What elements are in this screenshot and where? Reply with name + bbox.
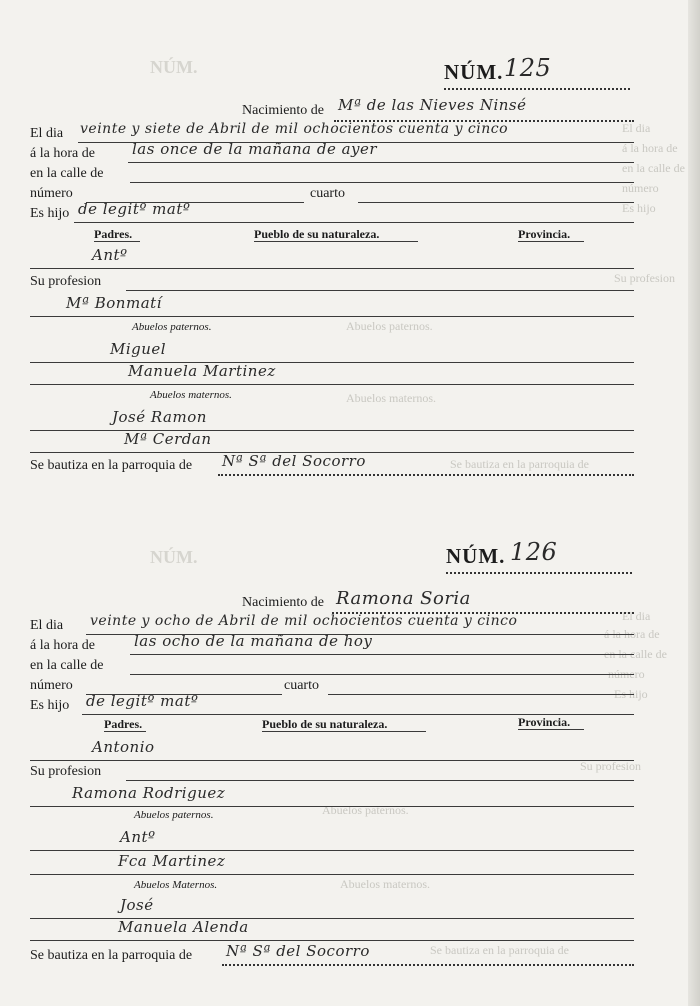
grandparent-line (30, 384, 634, 385)
padres-header: Padres. (94, 227, 133, 241)
bleed-text: á la hora de (604, 627, 660, 641)
header-underline (94, 241, 140, 242)
profesion-label: Su profesion (30, 274, 102, 289)
mother-name: Mª Bonmatí (66, 294, 162, 312)
legitimacy: de legitº matº (78, 200, 191, 218)
paternal-grandfather: Miguel (110, 340, 167, 358)
parish: Nª Sª del Socorro (222, 452, 366, 470)
legitimacy: de legitº matº (86, 692, 199, 710)
mother-line (30, 806, 634, 807)
profesion-label: Su profesion (30, 764, 102, 779)
grandparent-line (30, 874, 634, 875)
record-number: 126 (510, 538, 558, 566)
bleed-text: Abuelos paternos. (346, 319, 433, 333)
bleed-num: NÚM. (150, 547, 198, 567)
cuarto-label: cuarto (310, 186, 345, 201)
record-number-label: NÚM. (446, 544, 506, 568)
bleed-text: Se bautiza en la parroquia de (450, 457, 589, 471)
bleed-text: Se bautiza en la parroquia de (430, 943, 569, 957)
bleed-text: Es hijo (622, 201, 656, 215)
birth-hour: las once de la mañana de ayer (132, 140, 378, 158)
header-underline (262, 731, 426, 732)
bleed-text: Abuelos maternos. (346, 391, 436, 405)
header-underline (518, 729, 584, 730)
bleed-text: Su profesion (580, 759, 641, 773)
birth-hour: las ocho de la mañana de hoy (134, 632, 373, 650)
parish-line (222, 964, 634, 966)
child-name: Ramona Soria (336, 588, 471, 609)
record-number: 125 (504, 54, 552, 82)
grandparent-line (30, 850, 634, 851)
bleed-text: Es hijo (614, 687, 648, 701)
bleed-text: El dia (622, 121, 651, 135)
number-underline (444, 88, 630, 90)
bleed-text: Abuelos maternos. (340, 877, 430, 891)
street-line (130, 182, 634, 183)
numero-label: número (30, 678, 73, 693)
es-hijo-label: Es hijo (30, 206, 70, 221)
mother-name: Ramona Rodriguez (72, 784, 226, 802)
abuelos-paternos-label: Abuelos paternos. (132, 321, 212, 333)
bleed-text: en la calle de (604, 647, 667, 661)
birth-day: veinte y siete de Abril de mil ochocientos cuenta y cinco (80, 121, 509, 137)
padres-header: Padres. (104, 717, 143, 731)
numero-label: número (30, 186, 73, 201)
record-number-label: NÚM. (444, 60, 504, 84)
nacimiento-label: Nacimiento de (242, 595, 325, 610)
profession-line (126, 290, 634, 291)
bautiza-label: Se bautiza en la parroquia de (30, 458, 193, 473)
street-line (130, 674, 634, 675)
provincia-header: Provincia. (518, 227, 571, 241)
child-name: Mª de las Nieves Ninsé (338, 96, 527, 114)
bleed-text: en la calle de (622, 161, 685, 175)
abuelos-maternos-label: Abuelos Maternos. (134, 879, 218, 891)
grandparent-line (30, 940, 634, 941)
grandparent-line (30, 430, 634, 431)
maternal-grandmother: Manuela Alenda (118, 918, 249, 936)
bleed-text: número (622, 181, 659, 195)
bleed-text: Abuelos paternos. (322, 803, 409, 817)
calle-label: en la calle de (30, 166, 104, 181)
bleed-text: número (608, 667, 645, 681)
nacimiento-label: Nacimiento de (242, 103, 325, 118)
header-underline (518, 241, 584, 242)
hora-label: á la hora de (30, 638, 95, 653)
pueblo-header: Pueblo de su naturaleza. (262, 717, 388, 731)
maternal-grandfather: José Ramon (112, 408, 207, 426)
header-underline (254, 241, 418, 242)
hijo-line (74, 222, 634, 223)
father-name: Antº (92, 246, 128, 264)
bautiza-label: Se bautiza en la parroquia de (30, 948, 193, 963)
parish: Nª Sª del Socorro (226, 942, 370, 960)
profession-line (126, 780, 634, 781)
bleed-text: El dia (622, 609, 651, 623)
cuarto-line (358, 202, 634, 203)
el-dia-label: El dia (30, 126, 64, 141)
paternal-grandfather: Antº (120, 828, 156, 846)
grandparent-line (30, 362, 634, 363)
mother-line (30, 316, 634, 317)
pueblo-header: Pueblo de su naturaleza. (254, 227, 380, 241)
father-name: Antonio (92, 738, 155, 756)
page-edge (688, 0, 700, 1006)
cuarto-line (328, 694, 634, 695)
el-dia-label: El dia (30, 618, 64, 633)
birth-day: veinte y ocho de Abril de mil ochocientos cuenta y cinco (90, 613, 518, 629)
number-underline (446, 572, 632, 574)
abuelos-paternos-label: Abuelos paternos. (134, 809, 214, 821)
hour-line (130, 654, 634, 655)
calle-label: en la calle de (30, 658, 104, 673)
father-line (30, 760, 634, 761)
hour-line (128, 162, 634, 163)
bleed-num: NÚM. (150, 57, 198, 77)
es-hijo-label: Es hijo (30, 698, 70, 713)
paternal-grandmother: Manuela Martinez (128, 362, 276, 380)
maternal-grandmother: Mª Cerdan (124, 430, 212, 448)
abuelos-maternos-label: Abuelos maternos. (150, 389, 232, 401)
bleed-text: Su profesion (614, 271, 675, 285)
paternal-grandmother: Fca Martinez (118, 852, 226, 870)
header-underline (104, 731, 146, 732)
parish-line (218, 474, 634, 476)
cuarto-label: cuarto (284, 678, 319, 693)
father-line (30, 268, 634, 269)
bleed-text: á la hora de (622, 141, 678, 155)
provincia-header: Provincia. (518, 715, 571, 729)
maternal-grandfather: José (120, 896, 154, 914)
hora-label: á la hora de (30, 146, 95, 161)
